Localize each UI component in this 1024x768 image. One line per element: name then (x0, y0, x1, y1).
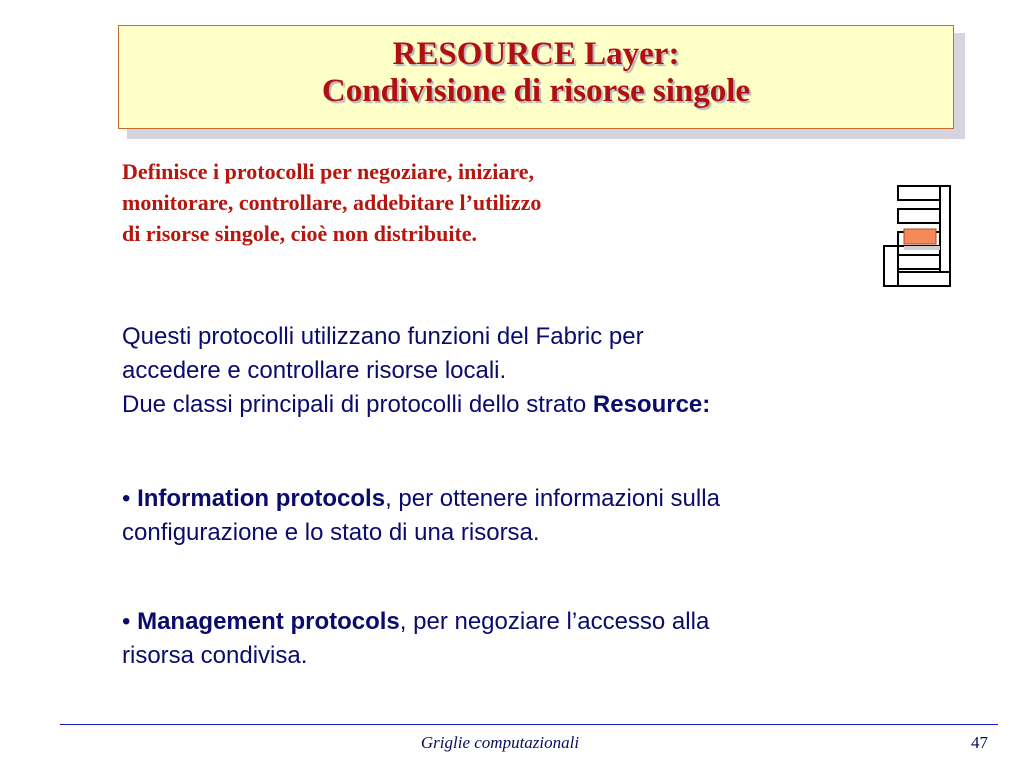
description-paragraph (122, 320, 992, 422)
intro-line-2: monitorare, controllare, addebitare l’utilizzo (122, 190, 542, 215)
page-number: 47 (971, 733, 988, 752)
layer-stack-icon (882, 184, 952, 290)
description-line-3-text: Due classi principali di protocolli dello strato (122, 391, 593, 418)
bullet-2-text: , per negoziare l’accesso alla (399, 608, 710, 635)
footer-title: Griglie computazionali (420, 733, 580, 752)
slide-title-line-1: RESOURCE Layer: (392, 36, 680, 72)
description-line-1: Questi protocolli utilizzano funzioni del Fabric per (122, 323, 644, 350)
title-box (118, 25, 954, 129)
bullet-1-text: , per ottenere informazioni sulla (385, 485, 720, 512)
bullet-1-line-2: configurazione e lo stato di una risorsa. (122, 519, 540, 546)
intro-line-3: di risorse singole, cioè non distribuite. (122, 221, 478, 246)
layer-icon-column-left (884, 246, 898, 286)
slide-title-line-2: Condivisione di risorse singole (321, 73, 751, 109)
bullet-management-protocols (122, 605, 992, 673)
bullet-2-line-1 (122, 605, 992, 639)
bullet-2-line-2: risorsa condivisa. (122, 642, 308, 669)
resource-term: Resource: (592, 391, 711, 418)
description-line-3 (122, 388, 992, 422)
bullet-2-marker: • (122, 608, 131, 635)
bullet-1-line-1 (122, 482, 992, 516)
layer-icon-highlight (904, 229, 936, 244)
bullet-1-marker: • (122, 485, 131, 512)
intro-line-1: Definisce i protocolli per negoziare, iniziare, (122, 159, 535, 184)
intro-paragraph (122, 156, 822, 249)
bullet-2-term: Management protocols (137, 608, 400, 635)
bullet-1-term: Information protocols (137, 485, 386, 512)
description-line-2: accedere e controllare risorse locali. (122, 357, 507, 384)
bullet-information-protocols (122, 482, 992, 550)
layer-icon-bar-5 (898, 272, 950, 286)
footer-divider (60, 724, 998, 725)
